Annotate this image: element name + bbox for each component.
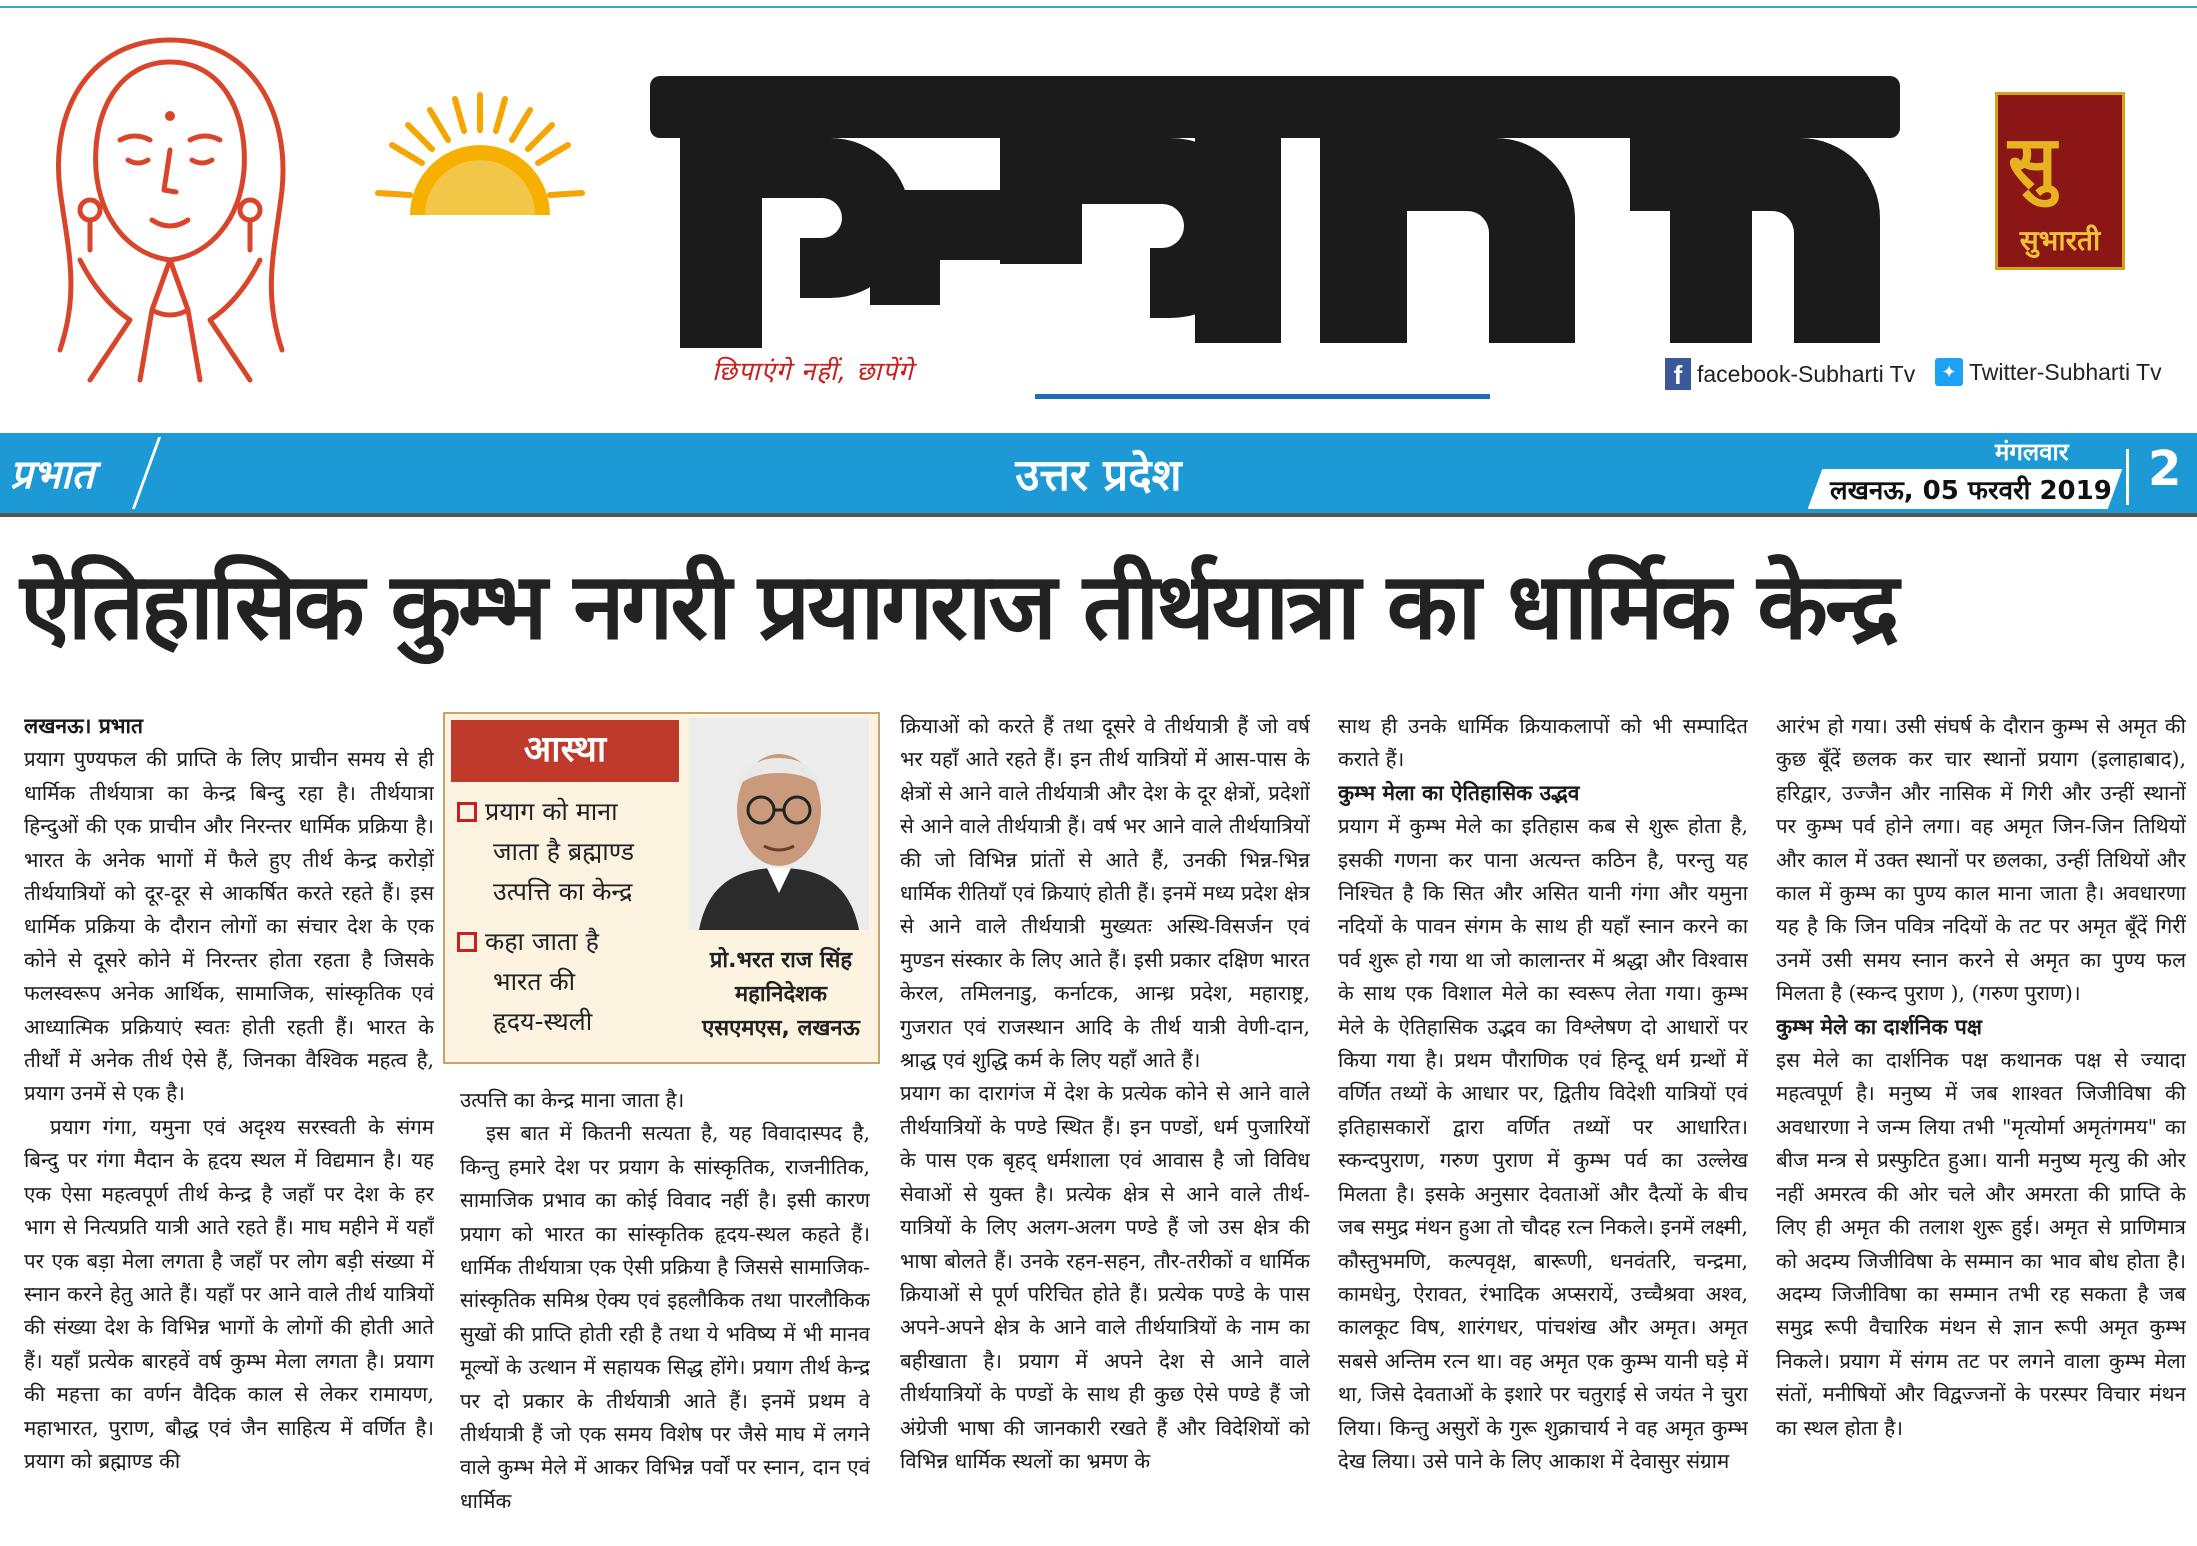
section-title: उत्तर प्रदेश [1015, 450, 1182, 501]
author-org: एसएमएस, लखनऊ [702, 1016, 860, 1041]
point2-line1: कहा जाता है [485, 927, 599, 956]
article-column-3 [900, 710, 1310, 1540]
article-column-2 [460, 1084, 870, 1540]
subharti-label: सुभारती [2019, 224, 2101, 257]
aastha-box [443, 712, 880, 1064]
twitter-icon: ✦ [1935, 358, 1963, 386]
article-column-5 [1776, 710, 2186, 1540]
top-rule [0, 6, 2197, 8]
col5-paragraph-1: आरंभ हो गया। उसी संघर्ष के दौरान कुम्भ से अमृत की कुछ बूँदें छलक कर चार स्थानों प्रयाग (इलाहाबाद), हरिद्वार, उज्जैन और नासिक में गिरी और उन्हीं स्थानों पर कुम्भ पर्व होने लगा। वह अमृत जिन-जिन तिथियों और काल में उक्त स्थानों पर छलका, उन्हीं तिथियों और काल में कुम्भ का पुण्य काल माना जाता है। अवधारणा यह है कि जिन पवित्र नदियों के तट पर अमृत बूँदें गिरीं उनमें उसी समय स्नान करने से अमृत का पुण्य फल मिलता है (स्कन्द पुराण ), (गरुण पुराण)। [1776, 714, 2186, 1006]
col4-subheading: कुम्भ मेला का ऐतिहासिक उद्भव [1338, 780, 1580, 805]
author-name: प्रो.भरत राज सिंह [709, 948, 853, 973]
page-number: 2 [2148, 441, 2182, 497]
logo-underline [1035, 394, 1490, 399]
subharti-mark-icon: सु [2008, 119, 2057, 204]
facebook-label: facebook-Subharti Tv [1697, 360, 1916, 387]
point2-line2: भारत की [493, 967, 576, 996]
col1-paragraph-1: प्रयाग पुण्यफल की प्राप्ति के लिए प्राचीन समय से ही धार्मिक तीर्थयात्रा का केन्द्र बिन्दु रहा है। तीर्थयात्रा हिन्दुओं की एक प्राचीन और निरन्तर धार्मिक प्रक्रिया है। भारत के अनेक भागों में फैले हुए तीर्थ केन्द्र करोड़ों तीर्थयात्रियों को दूर-दूर से आकर्षित करते रहते हैं। इस धार्मिक प्रक्रिया के दौरान लोगों का संचार देश के एक कोने से दूसरे कोने में निरन्तर होता रहता है जिसके फलस्वरूप अनेक आर्थिक, सामाजिक, सांस्कृतिक एवं आध्यात्मिक प्रक्रियाएं स्वतः होती रहती हैं। भारत के तीर्थों में अनेक तीर्थ ऐसे हैं, जिनका वैश्विक महत्व है, प्रयाग उनमें से एक है। [24, 747, 434, 1106]
point1-line3: उत्पत्ति का केन्द्र [493, 877, 633, 906]
author-title: महानिदेशक [735, 982, 827, 1007]
author-photo [689, 718, 869, 930]
rising-sun-icon [370, 85, 590, 235]
dateline: लखनऊ। प्रभात [24, 714, 143, 738]
subharti-logo [1995, 92, 2125, 270]
article-column-4 [1338, 710, 1748, 1540]
aastha-point-1 [457, 792, 677, 912]
point1-line1: प्रयाग को माना [485, 797, 618, 826]
col4-paragraph-1: साथ ही उनके धार्मिक क्रियाकलापों को भी सम्पादित कराते हैं। [1338, 714, 1748, 772]
band-date: लखनऊ, 05 फरवरी 2019 [1830, 476, 2112, 506]
checkbox-icon [457, 932, 477, 952]
article-column-1 [24, 710, 434, 1540]
facebook-icon: f [1665, 358, 1691, 390]
point2-line3: हृदय-स्थली [493, 1007, 593, 1036]
namaste-illustration [20, 20, 320, 400]
newspaper-logo [640, 40, 1930, 370]
col4-paragraph-2: प्रयाग में कुम्भ मेले का इतिहास कब से शुरू होता है, इसकी गणना कर पाना अत्यन्त कठिन है, परन्तु यह निश्चित है कि सित और असित यानी गंगा और यमुना नदियों के पावन संगम के साथ ही यहाँ स्नान करने का पर्व शुरू हो गया था जो कालान्तर में श्रद्धा और विश्वास के साथ एक विशाल मेले का स्वरूप लेता गया। कुम्भ मेले के ऐतिहासिक उद्भव का विश्लेषण दो आधारों पर किया गया है। प्रथम पौराणिक एवं हिन्दू धर्म ग्रन्थों में वर्णित तथ्यों के आधार पर, द्वितीय विदेशी यात्रियों एवं इतिहासकारों द्वारा वर्णित तथ्यों पर आधारित। स्कन्दपुराण, गरुण पुराण में कुम्भ पर्व का उल्लेख मिलता है। इसके अनुसार देवताओं और दैत्यों के बीच जब समुद्र मंथन हुआ तो चौदह रत्न निकले। इनमें लक्ष्मी, कौस्तुभमणि, कल्पवृक्ष, बारूणी, धनवंतरि, चन्द्रमा, कामधेनु, ऐरावत, रंभादिक अप्सरायें, उच्चैश्रवा अश्व, कालकूट विष, शारंगधर, पांचशंख और अमृत। अमृत सबसे अन्तिम रत्न था। वह अमृत एक कुम्भ यानी घड़े में था, जिसे देवताओं के इशारे पर चतुराई से जयंत ने चुरा लिया। किन्तु असुरों के गुरू शुक्राचार्य ने वह अमृत कुम्भ देख लिया। उसे पाने के लिए आकाश में देवासुर संग्राम [1338, 814, 1748, 1473]
facebook-link[interactable] [1665, 358, 1915, 390]
band-left-label: प्रभात [10, 452, 95, 498]
point1-line2: जाता है ब्रह्माण्ड [493, 837, 634, 866]
band-separator [2126, 449, 2129, 505]
twitter-link[interactable] [1935, 358, 2162, 386]
col2-paragraph-1: उत्पत्ति का केन्द्र माना जाता है। [460, 1088, 685, 1112]
col1-paragraph-2: प्रयाग गंगा, यमुना एवं अदृश्य सरस्वती के संगम बिन्दु पर गंगा मैदान के हृदय स्थल में विद्यमान है। यह एक ऐसा महत्वपूर्ण तीर्थ केन्द्र है जहाँ पर देश के हर भाग से नित्यप्रति यात्री आते रहते हैं। माघ महीने में यहाँ पर एक बड़ा मेला लगता है जहाँ पर लोग बड़ी संख्या में स्नान करने हेतु आते हैं। यहाँ पर आने वाले तीर्थ यात्रियों की संख्या देश के विभिन्न भागों के लोगों की होती आते हैं। यहाँ प्रत्येक बारहवें वर्ष कुम्भ मेला लगता है। प्रयाग की महत्ता का वर्णन वैदिक काल से लेकर रामायण, महाभारत, पुराण, बौद्ध एवं जैन साहित्य में वर्णित है। प्रयाग को ब्रह्माण्ड की [24, 1114, 434, 1473]
col3-paragraph-2: प्रयाग का दारागंज में देश के प्रत्येक कोने से आने वाले तीर्थयात्रियों के पण्डे स्थित हैं। इन पण्डों, धर्म पुजारियों के पास एक बृहद् धर्मशाला एवं आवास है जो विविध सेवाओं से युक्त है। प्रत्येक क्षेत्र से आने वाले तीर्थ-यात्रियों के लिए अलग-अलग पण्डे हैं जो उस क्षेत्र की भाषा बोलते हैं। उनके रहन-सहन, तौर-तरीकों व धार्मिक क्रियाओं से पूर्ण परिचित होते हैं। प्रत्येक पण्डे के पास अपने-अपने क्षेत्र के आने वाले तीर्थयात्रियों के नाम का बहीखाता है। प्रयाग में अपने देश से आने वाले तीर्थयात्रियों के पण्डों के साथ ही कुछ ऐसे पण्डे हैं जो अंग्रेजी भाषा की जानकारी रखते हैं और विदेशियों को विभिन्न धार्मिक स्थलों का भ्रमण के [900, 1081, 1310, 1473]
col2-paragraph-2: इस बात में कितनी सत्यता है, यह विवादास्पद है, किन्तु हमारे देश पर प्रयाग के सांस्कृतिक, राजनीतिक, सामाजिक प्रभाव का कोई विवाद नहीं है। इसी कारण प्रयाग को भारत का सांस्कृतिक हृदय-स्थल कहते हैं। धार्मिक तीर्थयात्रा एक ऐसी प्रक्रिया है जिससे सामाजिक-सांस्कृतिक समिश्र ऐक्य एवं इहलौकिक तथा पारलौकिक सुखों की प्राप्ति होती रही है तथा ये भविष्य में भी मानव मूल्यों के उत्थान में सहायक सिद्ध होंगे। प्रयाग तीर्थ केन्द्र पर दो प्रकार के तीर्थयात्री आते हैं। इनमें प्रथम वे तीर्थयात्री हैं जो एक समय विशेष पर जैसे माघ में लगने वाले कुम्भ मेले में आकर विभिन्न पर्वों पर स्नान, दान एवं धार्मिक [460, 1121, 870, 1513]
aastha-heading: आस्था [451, 720, 679, 782]
band-bottom-rule [0, 513, 2197, 517]
headline: ऐतिहासिक कुम्भ नगरी प्रयागराज तीर्थयात्रा का धार्मिक केन्द्र [20, 553, 1897, 660]
col3-paragraph-1: क्रियाओं को करते हैं तथा दूसरे वे तीर्थयात्री हैं जो वर्ष भर यहाँ आते रहते हैं। इन तीर्थ यात्रियों में आस-पास के क्षेत्रों से आने वाले तीर्थयात्री और देश के दूर क्षेत्रों, प्रदेशों से आने वाले तीर्थयात्री हैं। वर्ष भर आने वाले तीर्थयात्रियों की जो विभिन्न प्रांतों से आते हैं, उनकी भिन्न-भिन्न धार्मिक रीतियाँ एवं क्रियाएं होती हैं। इनमें मध्य प्रदेश क्षेत्र से आने वाले तीर्थयात्री मुख्यतः अस्थि-विसर्जन एवं मुण्डन संस्कार के लिए आते हैं। इसी प्रकार दक्षिण भारत केरल, तमिलनाडु, कर्नाटक, आन्ध्र प्रदेश, महाराष्ट्र, गुजरात एवं राजस्थान आदि के तीर्थ यात्री वेणी-दान, श्राद्ध एवं शुद्धि कर्म के लिए यहाँ आते हैं। [900, 714, 1310, 1073]
checkbox-icon [457, 802, 477, 822]
aastha-point-2 [457, 922, 677, 1042]
col5-paragraph-2: इस मेले का दार्शनिक पक्ष कथानक पक्ष से ज्यादा महत्वपूर्ण है। मनुष्य में जब शाश्वत जिजीविषा की अवधारणा ने जन्म लिया तभी "मृत्योर्मा अमृतंगमय" का बीज मन्त्र से प्रस्फुटित हुआ। यानी मनुष्य मृत्यु की ओर नहीं अमरत्व की ओर चले और अमरता की प्राप्ति के लिए ही अमृत की तलाश शुरू हुई। अमृत से प्राणिमात्र को अदम्य जिजीविषा के सम्मान का भाव बोध होता है। अदम्य जिजीविषा का सम्मान तभी रह सकता है जब समुद्र रूपी वैचारिक मंथन से ज्ञान रूपी अमृत कुम्भ निकले। प्रयाग में संगम तट पर लगने वाला कुम्भ मेला संतों, मनीषियों और विद्वज्जनों के परस्पर विचार मंथन का स्थल होता है। [1776, 1048, 2186, 1440]
col5-subheading: कुम्भ मेले का दार्शनिक पक्ष [1776, 1014, 1982, 1039]
section-band [0, 433, 2197, 513]
twitter-label: Twitter-Subharti Tv [1969, 358, 2162, 385]
tagline: छिपाएंगे नहीं, छापेंगे [712, 357, 914, 387]
band-day: मंगलवार [1995, 438, 2069, 466]
